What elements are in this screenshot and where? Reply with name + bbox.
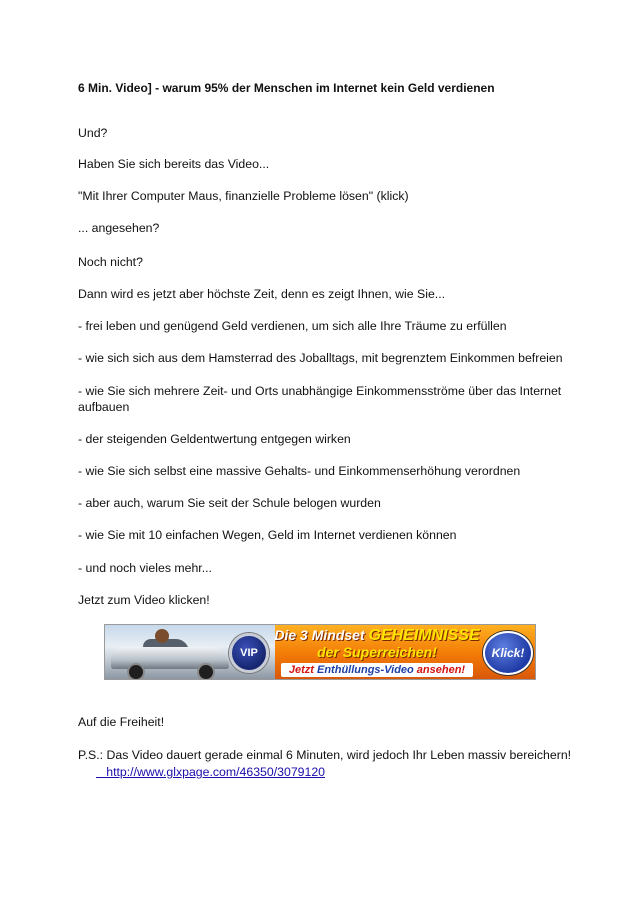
bullet-item: - wie sich sich aus dem Hamsterrad des Joballtags, mit begrenztem Einkommen befreien (78, 351, 563, 365)
wheel-icon (127, 663, 145, 680)
closing-line: Auf die Freiheit! (78, 715, 165, 729)
banner-line-1-highlight: GEHEIMNISSE (368, 627, 480, 644)
banner-line-1 (273, 627, 481, 644)
paragraph: Und? (78, 126, 108, 140)
bullet-item: - frei leben und genügend Geld verdienen, um sich alle Ihre Träume zu erfüllen (78, 319, 507, 333)
paragraph: Dann wird es jetzt aber höchste Zeit, denn es zeigt Ihnen, wie Sie... (78, 287, 446, 301)
banner-line-2: der Superreichen! (317, 644, 437, 660)
bullet-item: - wie Sie sich selbst eine massive Gehalts- und Einkommenserhöhung verordnen (78, 464, 521, 478)
bullet-item: - aber auch, warum Sie seit der Schule belogen wurden (78, 496, 381, 510)
bullet-item: - wie Sie sich mehrere Zeit- und Orts unabhängige Einkommensströme über das Internet aufbauen (78, 384, 562, 414)
call-to-action: Jetzt zum Video klicken! (78, 593, 210, 607)
banner-line-3-highlight: Enthüllungs-Video (317, 664, 414, 676)
banner-line-3 (281, 663, 473, 677)
banner-text (273, 627, 481, 678)
banner-line-3-suffix: ansehen! (413, 664, 466, 676)
person-image (155, 629, 169, 643)
klick-button[interactable]: Klick! (483, 631, 533, 675)
document-title: 6 Min. Video] - warum 95% der Menschen im Internet kein Geld verdienen (78, 81, 495, 95)
wheel-icon (197, 663, 215, 680)
paragraph: ... angesehen? (78, 221, 160, 235)
banner-line-3-prefix: Jetzt (288, 664, 317, 676)
vip-badge: VIP (229, 633, 269, 673)
bullet-item: - der steigenden Geldentwertung entgegen wirken (78, 432, 351, 446)
banner-line-1-prefix: Die 3 Mindset (274, 627, 369, 643)
paragraph: "Mit Ihrer Computer Maus, finanzielle Probleme lösen" (klick) (78, 189, 409, 203)
ps-line: P.S.: Das Video dauert gerade einmal 6 Minuten, wird jedoch Ihr Leben massiv bereichern! (78, 748, 572, 762)
bullet-item: - wie Sie mit 10 einfachen Wegen, Geld im Internet verdienen können (78, 528, 457, 542)
paragraph: Noch nicht? (78, 255, 143, 269)
ad-banner[interactable] (104, 624, 536, 680)
video-link[interactable]: http://www.glxpage.com/46350/3079120 (96, 765, 326, 779)
paragraph: Haben Sie sich bereits das Video... (78, 157, 270, 171)
bullet-item: - und noch vieles mehr... (78, 561, 212, 575)
